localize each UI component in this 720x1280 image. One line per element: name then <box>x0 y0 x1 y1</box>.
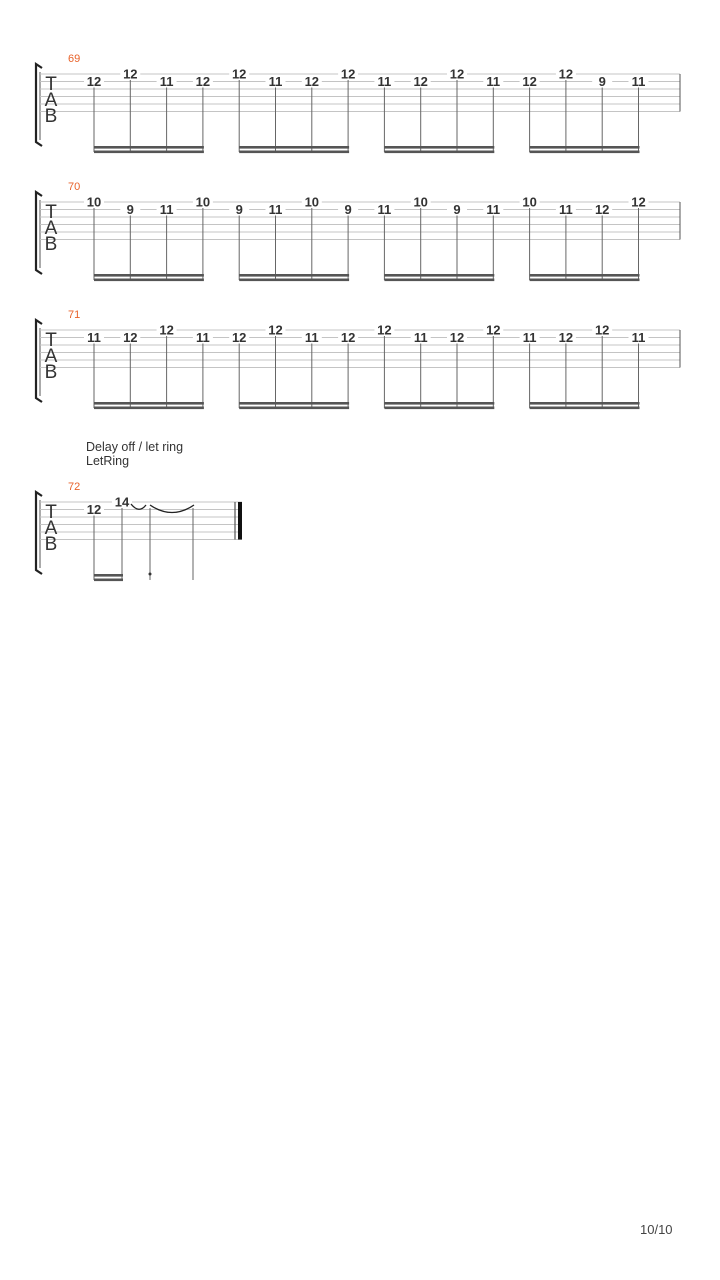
fret-number: 10 <box>195 194 211 210</box>
tab-clef-letter: B <box>44 106 58 127</box>
tab-clef-letter: A <box>44 346 58 367</box>
fret-number: 11 <box>268 74 283 89</box>
annotation-line-1: Delay off / let ring <box>86 440 184 454</box>
tab-system-bar-71 <box>0 306 720 436</box>
fret-number: 14 <box>114 494 130 510</box>
fret-number: 12 <box>231 330 247 345</box>
fret-number: 10 <box>304 194 320 210</box>
fret-number: 12 <box>268 322 283 338</box>
fret-number: 11 <box>559 202 573 217</box>
fret-number: 12 <box>86 74 102 89</box>
staff-bracket <box>36 64 42 146</box>
beam-1 <box>239 146 349 149</box>
annotation <box>86 440 183 468</box>
staff-bracket <box>36 492 42 574</box>
beam-2 <box>530 407 640 410</box>
beam-1 <box>239 402 349 405</box>
beam-1 <box>94 274 204 277</box>
staff-bracket <box>36 320 42 402</box>
fret-number: 12 <box>522 74 537 89</box>
beam-2 <box>530 151 640 154</box>
fret-number: 12 <box>594 322 610 338</box>
fret-number: 12 <box>449 66 465 82</box>
tab-staff-svg <box>0 306 720 436</box>
tab-clef-letter: A <box>44 518 58 539</box>
fret-number: 12 <box>159 322 174 338</box>
tab-clef-letter: T <box>45 502 57 523</box>
page-number: 10/10 <box>640 1222 673 1237</box>
fret-number: 9 <box>126 202 134 217</box>
fret-number: 11 <box>522 330 537 345</box>
beam-1 <box>530 146 640 149</box>
tab-system-bar-69 <box>0 50 720 180</box>
tab-clef-letter: T <box>45 74 57 95</box>
fret-number: 11 <box>377 74 392 89</box>
fret-number: 9 <box>235 202 243 217</box>
tab-clef-letter: A <box>44 218 58 239</box>
tab-clef-letter: T <box>45 330 57 351</box>
tab-staff-svg <box>0 50 720 180</box>
fret-number: 12 <box>86 502 102 517</box>
fret-number: 11 <box>159 74 174 89</box>
beam-2 <box>94 407 204 410</box>
tab-staff-svg <box>0 478 720 608</box>
bar-number: 70 <box>68 181 81 193</box>
fret-number: 11 <box>486 202 501 217</box>
annotation-line-2: LetRing <box>86 454 130 468</box>
beam-2 <box>384 407 494 410</box>
let-ring-tie-2 <box>150 505 194 513</box>
fret-number: 11 <box>159 202 174 217</box>
fret-number: 12 <box>231 66 247 82</box>
beam-2 <box>239 151 349 154</box>
bar-number: 72 <box>68 481 81 493</box>
beam-1 <box>384 274 494 277</box>
beam-1 <box>94 574 123 577</box>
tab-clef-letter: A <box>44 90 58 111</box>
fret-number: 11 <box>87 330 101 345</box>
tab-clef-letter: B <box>44 362 58 383</box>
fret-number: 11 <box>631 74 646 89</box>
beam-1 <box>530 402 640 405</box>
fret-number: 12 <box>558 330 574 345</box>
fret-number: 9 <box>453 202 461 217</box>
beam-1 <box>94 402 204 405</box>
augmentation-dot <box>149 573 152 576</box>
fret-number: 10 <box>413 194 428 210</box>
beam-1 <box>94 146 204 149</box>
fret-number: 9 <box>344 202 352 217</box>
fret-number: 12 <box>340 330 356 345</box>
beam-2 <box>384 151 494 154</box>
bar-number: 71 <box>68 309 81 321</box>
beam-1 <box>384 146 494 149</box>
beam-1 <box>384 402 494 405</box>
fret-number: 11 <box>486 74 501 89</box>
fret-number: 12 <box>340 66 356 82</box>
bar-number: 69 <box>68 53 81 65</box>
beam-1 <box>530 274 640 277</box>
beam-1 <box>239 274 349 277</box>
fret-number: 12 <box>631 194 646 210</box>
beam-2 <box>94 279 204 282</box>
fret-number: 12 <box>413 74 428 89</box>
fret-number: 11 <box>413 330 428 345</box>
beam-2 <box>94 151 204 154</box>
fret-number: 12 <box>558 66 574 82</box>
fret-number: 11 <box>304 330 319 345</box>
tab-clef-letter: T <box>45 202 57 223</box>
tab-clef-letter: B <box>44 234 58 255</box>
tab-staff-svg <box>0 178 720 308</box>
tab-system-bar-72 <box>0 478 720 608</box>
beam-2 <box>384 279 494 282</box>
beam-2 <box>94 579 123 582</box>
fret-number: 11 <box>268 202 283 217</box>
let-ring-tie-1 <box>131 504 146 509</box>
fret-number: 9 <box>598 74 606 89</box>
staff-bracket <box>36 192 42 274</box>
beam-2 <box>239 407 349 410</box>
fret-number: 10 <box>522 194 537 210</box>
fret-number: 12 <box>449 330 465 345</box>
fret-number: 11 <box>377 202 392 217</box>
tab-clef-letter: B <box>44 534 58 555</box>
fret-number: 12 <box>123 66 138 82</box>
fret-number: 12 <box>123 330 138 345</box>
fret-number: 10 <box>86 194 102 210</box>
fret-number: 11 <box>631 330 646 345</box>
fret-number: 12 <box>304 74 320 89</box>
fret-number: 12 <box>486 322 501 338</box>
fret-number: 11 <box>196 330 210 345</box>
fret-number: 12 <box>594 202 610 217</box>
fret-number: 12 <box>195 74 211 89</box>
fret-number: 12 <box>377 322 392 338</box>
tab-system-bar-70 <box>0 178 720 308</box>
beam-2 <box>239 279 349 282</box>
beam-2 <box>530 279 640 282</box>
